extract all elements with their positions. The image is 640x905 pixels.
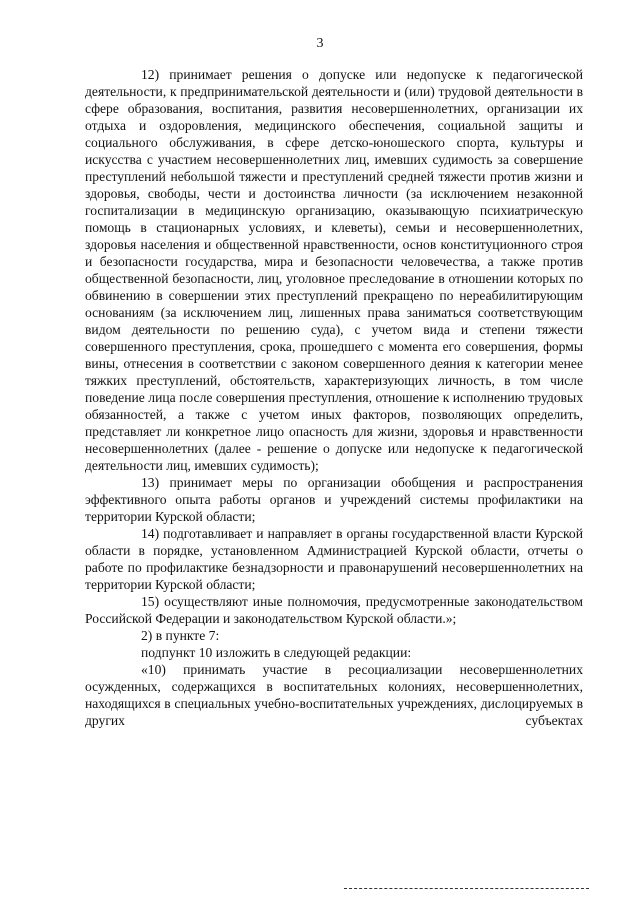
- paragraph-subpoint-10-text: «10) принимать участие в ресоциализации несовершеннолетних осужденных, содержащихся в воспитательных колониях, несовершеннолетних, находящихся в специальных учебно-воспитательных учреждениях, дислоцируемых в других субъектах: [85, 662, 583, 728]
- paragraph-point-7-intro: 2) в пункте 7:: [141, 628, 220, 643]
- paragraph-item-12: 12) принимает решения о допуске или недопуске к педагогической деятельности, к предпринимательской деятельности и (или) трудовой деятельности в сфере образования, воспитания, развития несовершеннолетних, организации их отдыха и оздоровления, медицинского обеспечения, социальной защиты и социального обслуживания, в сфере детско-юношеского спорта, культуры и искусства с участием несовершеннолетних лиц, имевших судимость за совершение преступлений небольшой тяжести и преступлений средней тяжести против жизни и здоровья, свободы, чести и достоинства личности (за исключением незаконной госпитализации в медицинскую организацию, оказывающую психиатрическую помощь в стационарных условиях, и клеветы), семьи и несовершеннолетних, здоровья населения и общественной нравственности, основ конституционного строя и безопасности государства, мира и безопасности человечества, а также против общественной безопасности, лиц, уголовное преследование в отношении которых по обвинению в совершении этих преступлений прекращено по нереабилитирующим основаниям (за исключением лиц, лишенных права заниматься соответствующим видом деятельности по решению суда), с учетом вида и степени тяжести совершенного преступления, срока, прошедшего с момента его совершения, формы вины, отнесения в соответствии с законом совершенного деяния к категории менее тяжких преступлений, обстоятельств, характеризующих личность, в том числе поведение лица после совершения преступления, отношение к исполнению трудовых обязанностей, а также с учетом иных факторов, позволяющих определить, представляет ли конкретное лицо опасность для жизни, здоровья и нравственности несовершеннолетних (далее - решение о допуске или недопуске к педагогической деятельности лиц, имевших судимость);: [85, 67, 583, 473]
- paragraph-item-15: 15) осуществляют иные полномочия, предусмотренные законодательством Российской Федерации и законодательством Курской области.»;: [85, 594, 583, 626]
- paragraph-item-13: 13) принимает меры по организации обобщения и распространения эффективного опыта работы органов и учреждений системы профилактики на территории Курской области;: [85, 475, 583, 524]
- footer-dashed-rule: [344, 888, 589, 889]
- page-number: 3: [316, 36, 324, 51]
- paragraph-item-14: 14) подготавливает и направляет в органы государственной власти Курской области в порядке, установленном Администрацией Курской области, отчеты о работе по профилактике безнадзорности и правонарушений несовершеннолетних на территории Курской области;: [85, 526, 583, 592]
- document-body: [85, 66, 583, 729]
- paragraph-subpoint-10-intro: подпункт 10 изложить в следующей редакции:: [141, 645, 412, 660]
